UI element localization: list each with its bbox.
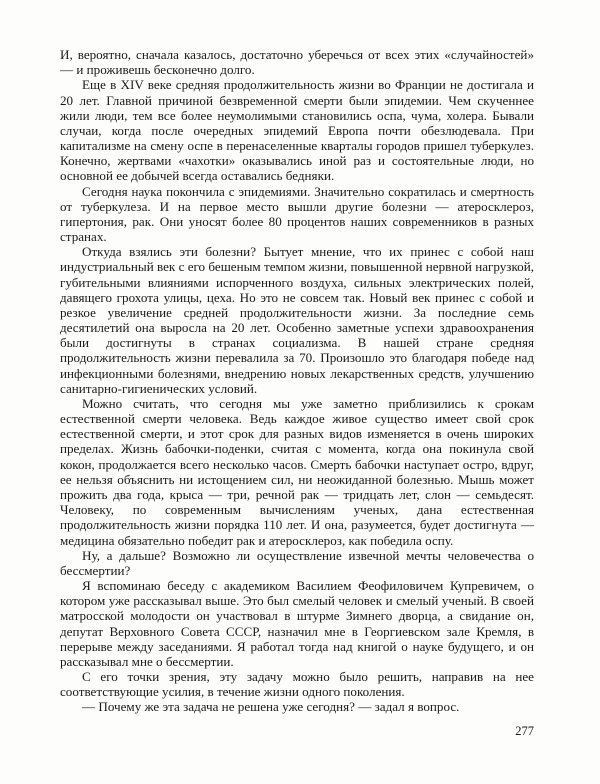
paragraph-3: Сегодня наука покончила с эпидемиями. Значительно сократилась и смертность от туберкулеза. И на первое место вышли другие болезни — атеросклероз, гипертония, рак. Они уносят более 80 процентов наших современников в разных странах. (60, 183, 534, 245)
paragraph-6: Ну, а дальше? Возможно ли осуществление извечной мечты человечества о бессмертии? (60, 547, 534, 578)
paragraph-8: С его точки зрения, эту задачу можно было решить, направив на нее соответствующие усилия, в течение жизни одного поколения. (60, 669, 534, 700)
paragraph-5: Можно считать, что сегодня мы уже заметно приблизились к срокам естественной смерти человека. Ведь каждое живое существо имеет свой срок естественной смерти, и этот срок для разных видов изменяется в очень широких пределах. Жизнь бабочки-поденки, считая с момента, когда она покинула свой кокон, продолжается всего несколько часов. Смерть бабочки наступает остро, вдруг, ее нельзя объяснить ни истощением сил, ни неожиданной болезнью. Мышь может прожить два года, крыса — три, речной рак — тридцать лет, слон — семьдесят. Человеку, по современным вычислениям ученых, дана естественная продолжительность жизни порядка 110 лет. И она, разумеется, будет достигнута — медицина обязательно победит рак и атеросклероз, как победила оспу. (60, 395, 534, 548)
paragraph-2: Еще в XIV веке средняя продолжительность жизни во Франции не достигала и 20 лет. Главной причиной безвременной смерти были эпидемии. Чем скученнее жили люди, тем все более неумолимыми становились оспа, чума, холера. Бывали случаи, когда после очередных эпидемий Европа почти обезлюдевала. При капитализме на смену оспе в перенаселенные кварталы городов пришел туберкулез. Конечно, жертвами «чахотки» оказывались иной раз и состоятельные люди, но основной ее добычей всегда оставались бедняки. (60, 77, 534, 184)
paragraph-1: И, вероятно, сначала казалось, достаточно уберечься от всех этих «случайностей» — и проживешь бесконечно долго. (60, 47, 534, 78)
page-number: 277 (515, 724, 534, 738)
paragraph-4: Откуда взялись эти болезни? Бытует мнение, что их принес с собой наш индустриальный век с его бешеным темпом жизни, повышенной нервной нагрузкой, губительными влияниями испорченного воздуха, сильных электрических полей, давящего грохота улицы, цеха. Но это не совсем так. Новый век принес с собой и резкое увеличение средней продолжительности жизни. За последние семь десятилетий она выросла на 20 лет. Особенно заметные успехи здравоохранения были достигнуты в странах социализма. В нашей стране средняя продолжительность жизни перевалила за 70. Произошло это благодаря победе над инфекционными болезнями, внедрению новых лекарственных средств, улучшению санитарно-гигиенических условий. (60, 244, 534, 396)
paragraph-9: — Почему же эта задача не решена уже сегодня? — задал я вопрос. (82, 699, 460, 715)
paragraph-7: Я вспоминаю беседу с академиком Василием Феофиловичем Купревичем, о котором уже рассказывал выше. Это был смелый человек и смелый ученый. В своей матросской молодости он участвовал в штурме Зимнего дворца, а свидание он, депутат Верховного Совета СССР, назначил мне в Георгиевском зале Кремля, в перерыве между заседаниями. Я работал тогда над книгой о науке будущего, и он рассказывал мне о бессмертии. (60, 578, 534, 669)
text-column (60, 47, 534, 715)
